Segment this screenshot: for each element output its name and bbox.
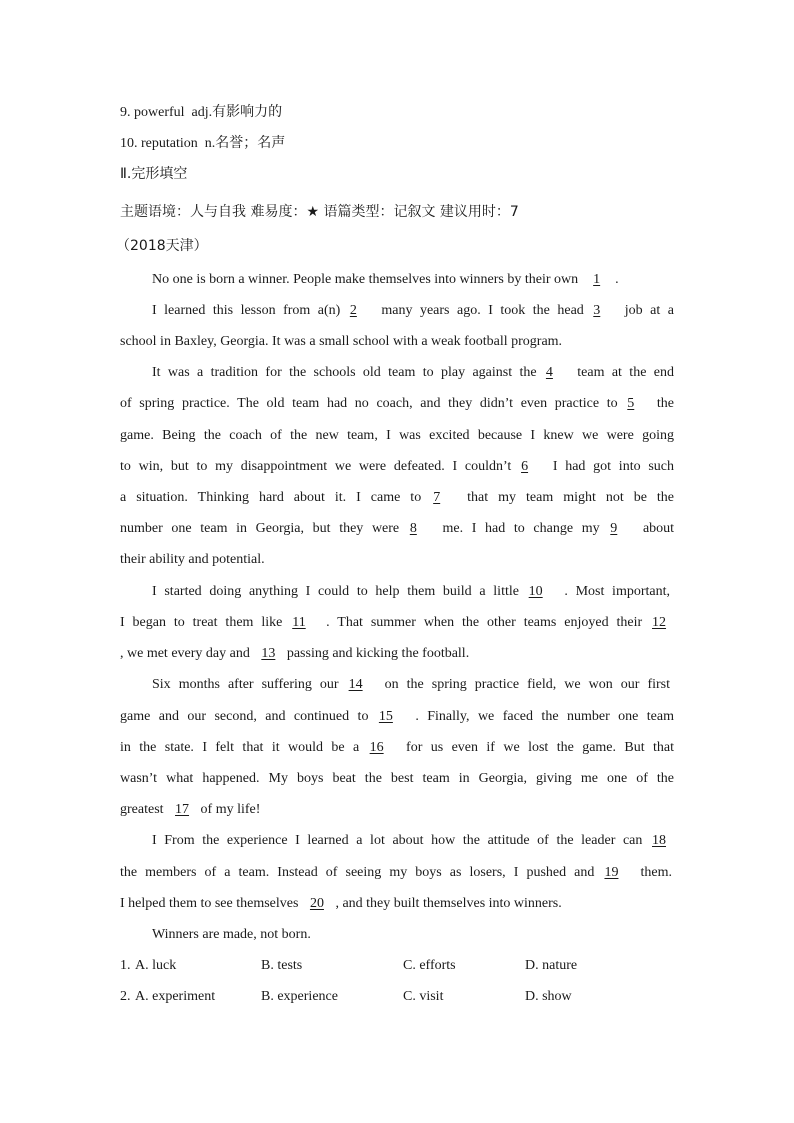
passage-line: I helped them to see themselves 20 , and they built themselves into winners. (120, 894, 676, 914)
blank-8[interactable]: 8 (409, 521, 417, 536)
blank-1[interactable]: 1 (593, 272, 601, 287)
option-a[interactable]: A. luck (135, 958, 177, 973)
option-d[interactable]: D. show (525, 989, 572, 1004)
option-c[interactable]: C. efforts (403, 958, 456, 973)
passage-line: It was a tradition for the schools old team to play against the 4 team at the end (152, 363, 674, 383)
blank-12[interactable]: 12 (652, 615, 667, 630)
blank-15[interactable]: 15 (378, 709, 393, 724)
passage-line: Six months after suffering our 14 on the spring practice field, we won our first (152, 675, 670, 695)
question-number: 1. (120, 958, 131, 973)
blank-3[interactable]: 3 (593, 303, 601, 318)
blank-6[interactable]: 6 (521, 459, 529, 474)
vocab-number: 10. (120, 136, 138, 151)
blank-2[interactable]: 2 (349, 303, 357, 318)
blank-20[interactable]: 20 (309, 896, 324, 911)
vocab-item-9 (120, 102, 676, 123)
passage-line: Winners are made, not born. (152, 927, 311, 942)
passage-line: game and our second, and continued to 15 . Finally, we faced the number one team (120, 707, 674, 727)
blank-5[interactable]: 5 (627, 396, 635, 411)
blank-10[interactable]: 10 (528, 584, 543, 599)
vocab-pos: n. (204, 136, 216, 151)
passage-line: No one is born a winner. People make themselves into winners by their own 1 . (152, 270, 672, 290)
passage-line: their ability and potential. (120, 552, 265, 567)
blank-19[interactable]: 19 (604, 865, 619, 880)
vocab-meaning: 有影响力的 (212, 104, 283, 120)
option-b[interactable]: B. tests (261, 958, 303, 973)
passage-line: greatest 17 of my life! (120, 800, 676, 820)
vocab-word: powerful (134, 105, 185, 120)
question-number: 2. (120, 989, 131, 1004)
passage-line: number one team in Georgia, but they were 8 me. I had to change my 9 about (120, 519, 674, 539)
passage-line: to win, but to my disappointment we were defeated. I couldn’t 6 I had got into such (120, 457, 674, 477)
blank-11[interactable]: 11 (292, 615, 306, 630)
blank-18[interactable]: 18 (652, 833, 666, 848)
passage-line: I began to treat them like 11 . That summer when the other teams enjoyed their 12 (120, 613, 674, 633)
blank-9[interactable]: 9 (610, 521, 618, 536)
passage-line: wasn’t what happened. My boys beat the best team in Georgia, giving me one of the (120, 771, 674, 786)
blank-14[interactable]: 14 (348, 677, 363, 692)
section-title: Ⅱ.完形填空 (120, 166, 188, 182)
blank-17[interactable]: 17 (175, 802, 190, 817)
vocab-item-10 (120, 133, 676, 154)
passage-line: I From the experience I learned a lot about how the attitude of the leader can 18 (152, 831, 674, 851)
blank-13[interactable]: 13 (261, 646, 276, 661)
option-b[interactable]: B. experience (261, 989, 338, 1004)
blank-7[interactable]: 7 (433, 490, 441, 505)
vocab-pos: adj. (191, 105, 213, 120)
passage-line: school in Baxley, Georgia. It was a small school with a weak football program. (120, 334, 563, 349)
passage-line: , we met every day and 13 passing and kicking the football. (120, 644, 676, 664)
option-a[interactable]: A. experiment (135, 989, 216, 1004)
vocab-meaning: 名誉；名声 (215, 135, 286, 151)
blank-4[interactable]: 4 (545, 365, 553, 380)
passage-line: a situation. Thinking hard about it. I came to 7 that my team might not be the (120, 488, 674, 508)
source-label: （2018天津） (116, 238, 208, 254)
passage-line: I learned this lesson from a(n) 2 many years ago. I took the head 3 job at a (152, 301, 674, 321)
vocab-number: 9. (120, 105, 131, 120)
option-d[interactable]: D. nature (525, 958, 578, 973)
passage-line: I started doing anything I could to help them build a little 10 . Most important, (152, 582, 670, 602)
vocab-word: reputation (141, 136, 198, 151)
passage-line: game. Being the coach of the new team, I was excited because I knew we were going (120, 428, 674, 443)
passage-line: in the state. I felt that it would be a 16 for us even if we lost the game. But that (120, 738, 674, 758)
option-c[interactable]: C. visit (403, 989, 444, 1004)
blank-16[interactable]: 16 (369, 740, 384, 755)
meta-line: 主题语境：人与自我 难易度：★ 语篇类型：记叙文 建议用时：7 (120, 204, 519, 220)
passage-line: of spring practice. The old team had no coach, and they didn’t even practice to 5 the (120, 394, 674, 414)
passage-line: the members of a team. Instead of seeing my boys as losers, I pushed and 19 them. (120, 863, 672, 883)
